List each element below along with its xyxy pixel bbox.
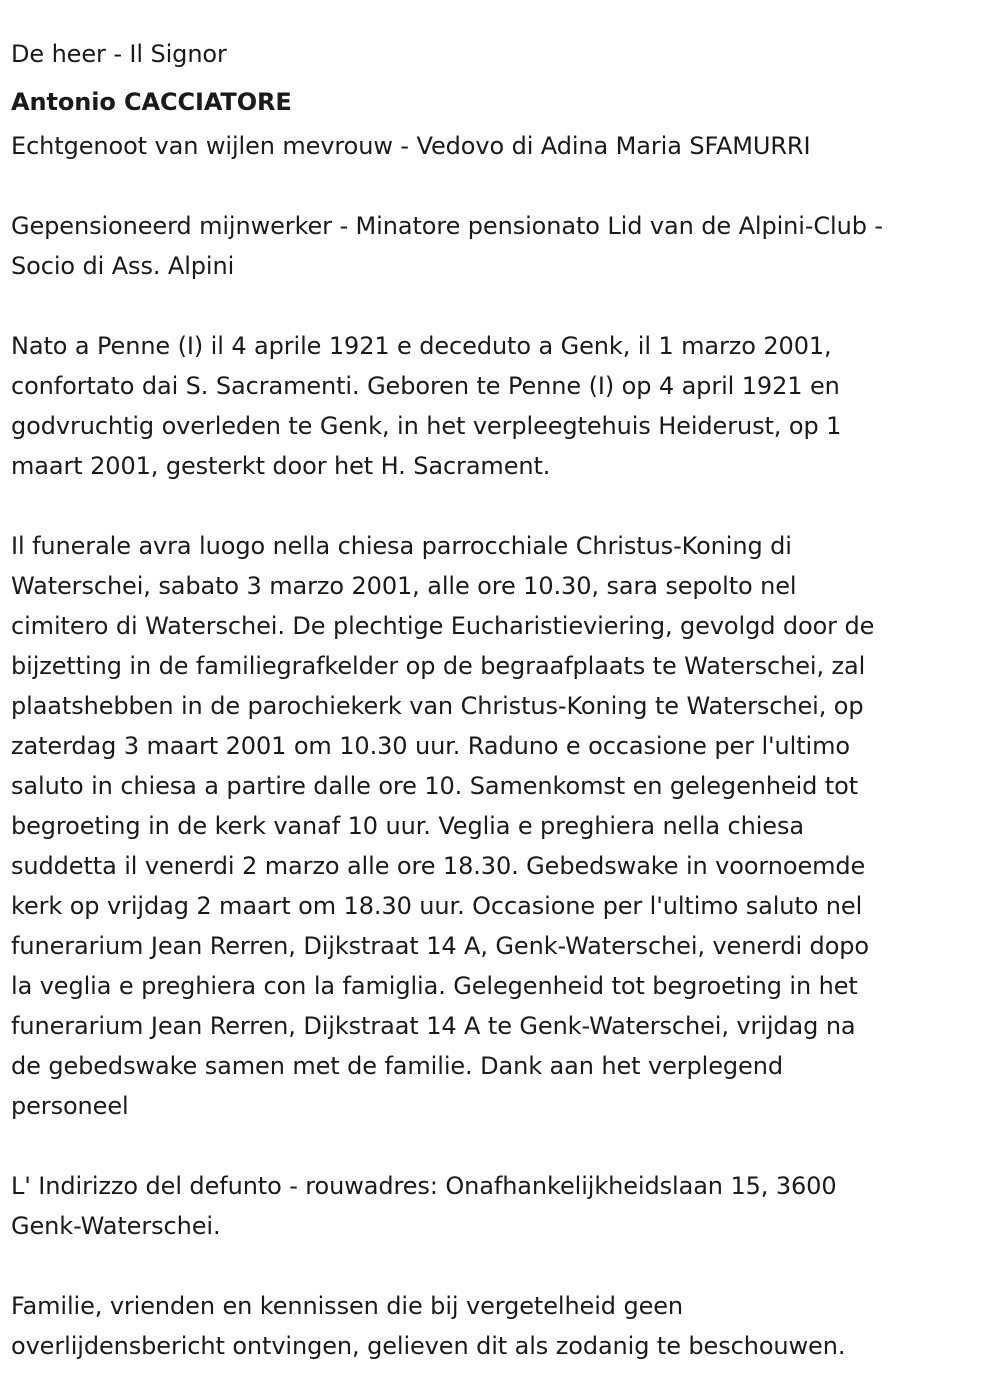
- address-paragraph: [11, 1166, 989, 1246]
- text-line: overlijdensbericht ontvingen, gelieven dit als zodanig te beschouwen.: [11, 1332, 846, 1360]
- text-line: Waterschei, sabato 3 marzo 2001, alle ore 10.30, sara sepolto nel: [11, 572, 797, 600]
- text-line: maart 2001, gesterkt door het H. Sacrament.: [11, 452, 551, 480]
- text-line: de gebedswake samen met de familie. Dank aan het verplegend: [11, 1052, 783, 1080]
- text-line: Il funerale avra luogo nella chiesa parrocchiale Christus-Koning di: [11, 532, 792, 560]
- text-line: Genk-Waterschei.: [11, 1212, 221, 1240]
- text-line: saluto in chiesa a partire dalle ore 10. Samenkomst en gelegenheid tot: [11, 772, 859, 800]
- text-line: cimitero di Waterschei. De plechtige Eucharistieviering, gevolgd door de: [11, 612, 875, 640]
- text-line: begroeting in de kerk vanaf 10 uur. Veglia e preghiera nella chiesa: [11, 812, 804, 840]
- text-line: bijzetting in de familiegrafkelder op de begraafplaats te Waterschei, zal: [11, 652, 866, 680]
- text-line: zaterdag 3 maart 2001 om 10.30 uur. Raduno e occasione per l'ultimo: [11, 732, 850, 760]
- text-line: Gepensioneerd mijnwerker - Minatore pensionato Lid van de Alpini-Club -: [11, 212, 883, 240]
- death-notice: [11, 34, 989, 1366]
- text-line: plaatshebben in de parochiekerk van Christus-Koning te Waterschei, op: [11, 692, 864, 720]
- birth-death-paragraph: [11, 326, 989, 486]
- spacer: [11, 486, 989, 526]
- text-line: suddetta il venerdi 2 marzo alle ore 18.30. Gebedswake in voornoemde: [11, 852, 866, 880]
- text-line: kerk op vrijdag 2 maart om 18.30 uur. Occasione per l'ultimo saluto nel: [11, 892, 863, 920]
- text-line: Familie, vrienden en kennissen die bij vergetelheid geen: [11, 1292, 684, 1320]
- spacer: [11, 1246, 989, 1286]
- salutation: De heer - Il Signor: [11, 40, 227, 68]
- spacer: [11, 1126, 989, 1166]
- spacer: [11, 286, 989, 326]
- text-line: funerarium Jean Rerren, Dijkstraat 14 A, Genk-Waterschei, venerdi dopo: [11, 932, 869, 960]
- spacer: [11, 166, 989, 206]
- text-line: Nato a Penne (I) il 4 aprile 1921 e deceduto a Genk, il 1 marzo 2001,: [11, 332, 832, 360]
- text-line: confortato dai S. Sacramenti. Geboren te Penne (I) op 4 april 1921 en: [11, 372, 840, 400]
- occupation-paragraph: [11, 206, 989, 286]
- text-line: L' Indirizzo del defunto - rouwadres: Onafhankelijkheidslaan 15, 3600: [11, 1172, 837, 1200]
- text-line: la veglia e preghiera con la famiglia. Gelegenheid tot begroeting in het: [11, 972, 858, 1000]
- deceased-name: Antonio CACCIATORE: [11, 88, 292, 116]
- notice-paragraph: [11, 1286, 989, 1366]
- text-line: funerarium Jean Rerren, Dijkstraat 14 A te Genk-Waterschei, vrijdag na: [11, 1012, 856, 1040]
- text-line: godvruchtig overleden te Genk, in het verpleegtehuis Heiderust, op 1: [11, 412, 842, 440]
- text-line: personeel: [11, 1092, 129, 1120]
- text-line: Socio di Ass. Alpini: [11, 252, 235, 280]
- spouse-line: Echtgenoot van wijlen mevrouw - Vedovo di Adina Maria SFAMURRI: [11, 132, 811, 160]
- funeral-paragraph: [11, 526, 989, 1126]
